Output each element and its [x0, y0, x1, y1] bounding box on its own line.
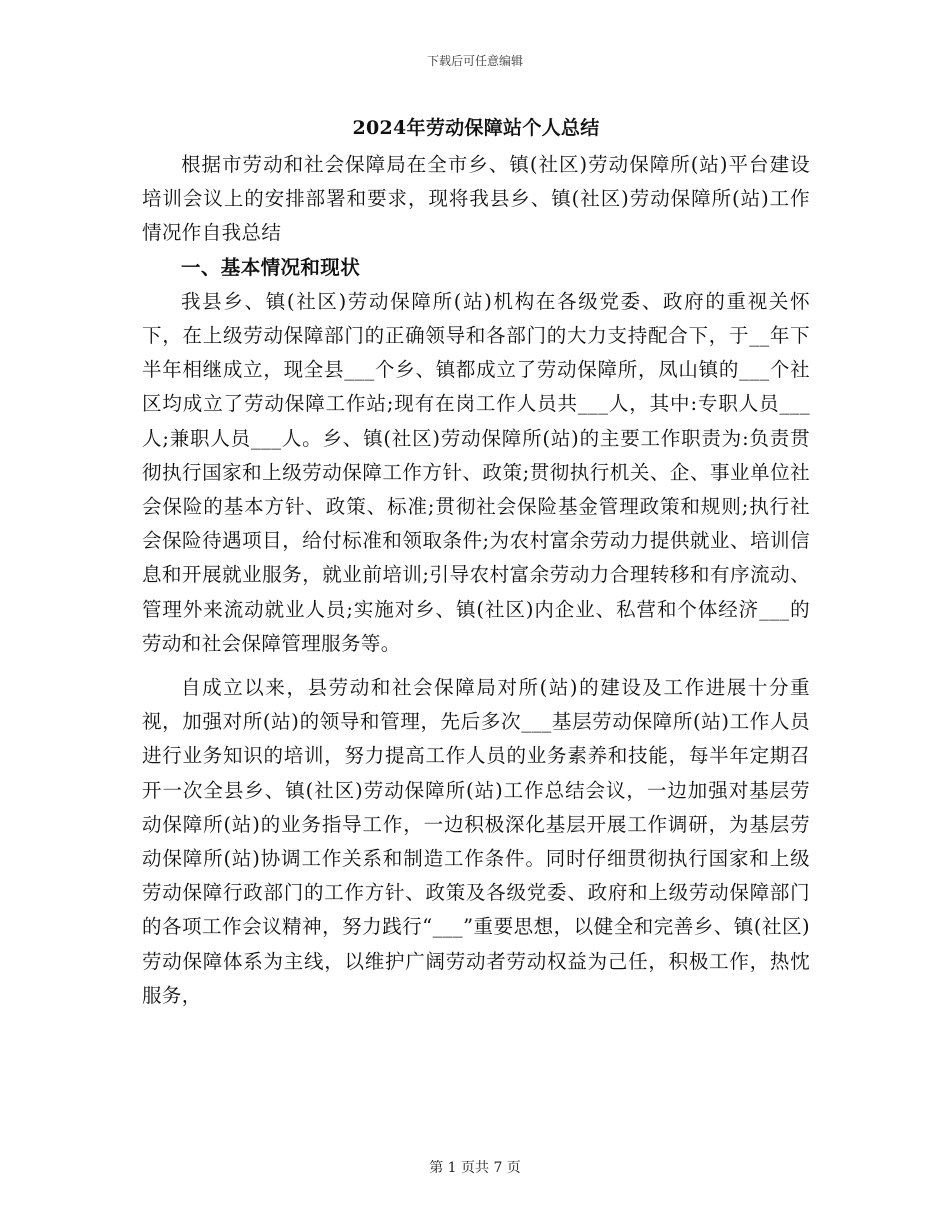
intro-paragraph: 根据市劳动和社会保障局在全市乡、镇(社区)劳动保障所(站)平台建设培训会议上的安排部署和要求，现将我县乡、镇(社区)劳动保障所(站)工作情况作自我总结 [142, 153, 810, 245]
section-heading-basic-situation: 一、基本情况和现状 [181, 255, 361, 279]
page-header-note: 下载后可任意编辑 [426, 54, 523, 68]
section1-paragraph-2: 自成立以来，县劳动和社会保障局对所(站)的建设及工作进展十分重视，加强对所(站)的领导和管理，先后多次___基层劳动保障所(站)工作人员进行业务知识的培训，努力提高工作人员的业务素养和技能，每半年定期召开一次全县乡、镇(社区)劳动保障所(站)工作总结会议，一边加强对基层劳动保障所(站)的业务指导工作，一边积极深化基层开展工作调研，为基层劳动保障所(站)协调工作关系和制造工作条件。同时仔细贯彻执行国家和上级劳动保障行政部门的工作方针、政策及各级党委、政府和上级劳动保障部门的各项工作会议精神，努力践行“___”重要思想，以健全和完善乡、镇(社区)劳动保障体系为主线，以维护广阔劳动者劳动权益为己任，积极工作，热忱服务， [142, 676, 810, 1007]
page-number-footer: 第 1 页共 7 页 [429, 1160, 521, 1176]
section1-paragraph-1: 我县乡、镇(社区)劳动保障所(站)机构在各级党委、政府的重视关怀下，在上级劳动保障部门的正确领导和各部门的大力支持配合下，于__年下半年相继成立，现全县___个乡、镇都成立了劳动保障所，凤山镇的___个社区均成立了劳动保障工作站;现有在岗工作人员共___人，其中:专职人员___人;兼职人员___人。乡、镇(社区)劳动保障所(站)的主要工作职责为:负责贯彻执行国家和上级劳动保障工作方针、政策;贯彻执行机关、企、事业单位社会保险的基本方针、政策、标准;贯彻社会保险基金管理政策和规则;执行社会保险待遇项目，给付标准和领取条件;为农村富余劳动力提供就业、培训信息和开展就业服务，就业前培训;引导农村富余劳动力合理转移和有序流动、管理外来流动就业人员;实施对乡、镇(社区)内企业、私营和个体经济___的劳动和社会保障管理服务等。 [142, 289, 810, 655]
document-body [142, 112, 810, 1013]
document-title: 2024年劳动保障站个人总结 [352, 117, 600, 139]
